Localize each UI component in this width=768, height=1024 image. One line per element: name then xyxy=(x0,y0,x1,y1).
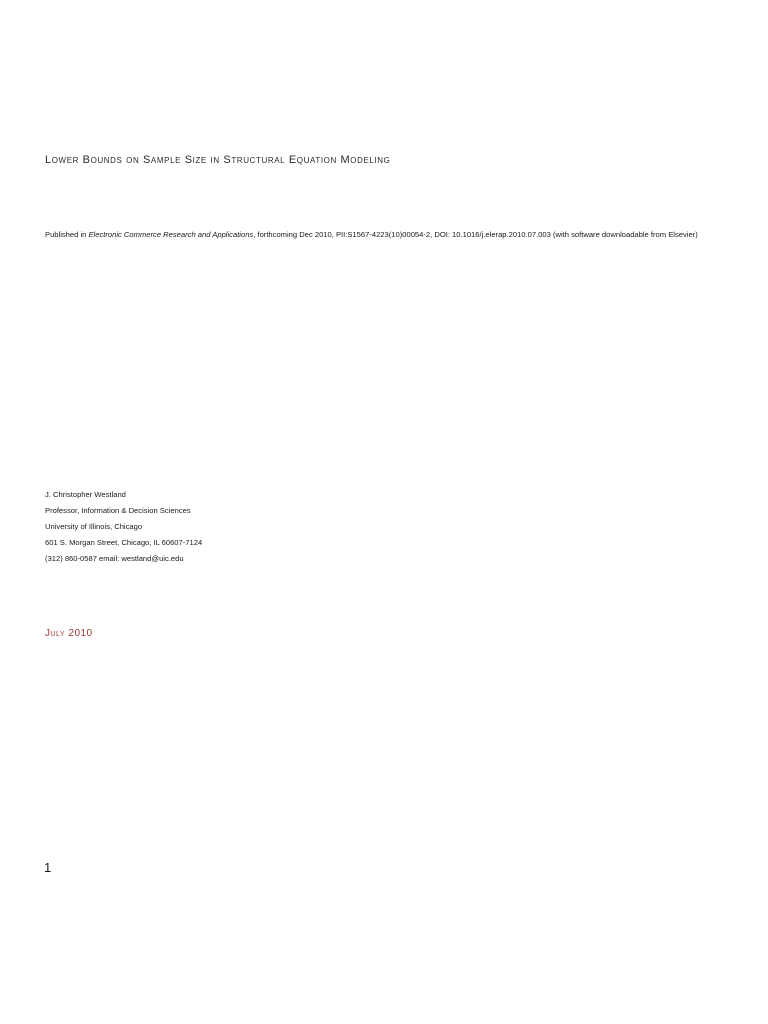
author-name: J. Christopher Westland xyxy=(45,490,126,499)
author-contact: (312) 860-0587 email: westland@uic.edu xyxy=(45,554,184,563)
author-address: 601 S. Morgan Street, Chicago, IL 60607-7124 xyxy=(45,538,203,547)
author-institution: University of Illinois, Chicago xyxy=(45,522,143,531)
author-block xyxy=(45,487,202,567)
publication-date: July 2010 xyxy=(45,628,93,639)
document-title: Lower Bounds on Sample Size in Structural Equation Modeling xyxy=(45,154,391,166)
publication-prefix: Published in xyxy=(45,230,89,239)
journal-name: Electronic Commerce Research and Applications xyxy=(88,230,254,239)
publication-note xyxy=(45,230,724,240)
page-number: 1 xyxy=(44,860,52,875)
author-position: Professor, Information & Decision Sciences xyxy=(45,506,191,515)
publication-details: , forthcoming Dec 2010, PII:S1567-4223(10)00054-2, DOI: 10.1016/j.elerap.2010.07.003 (with software downloadable from Elsevier) xyxy=(253,230,698,239)
